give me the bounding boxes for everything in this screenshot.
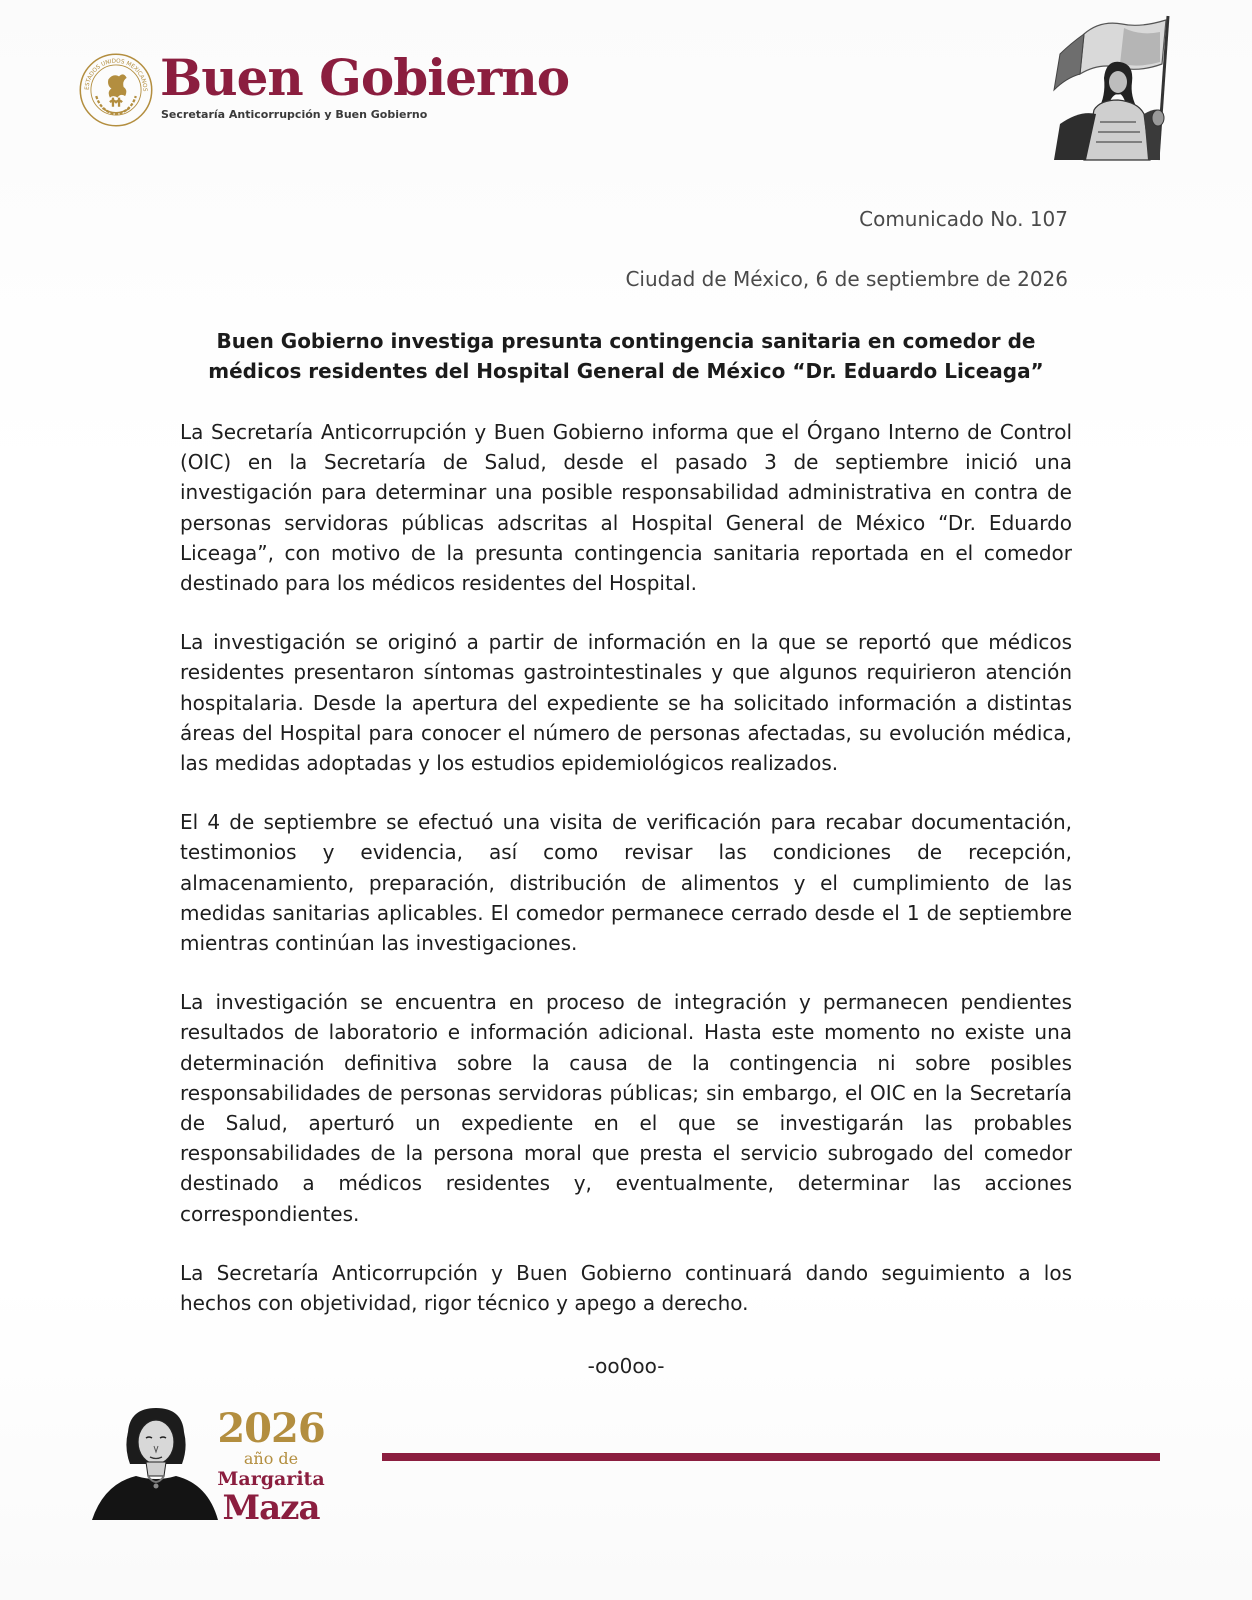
paragraph: La investigación se originó a partir de información en la que se reportó que médicos residentes presentaron síntomas gastrointestinales y que algunos requirieron atención hospitalaria. Desde la apertura del expediente se ha solicitado información a distintas áreas del Hospital para conocer el número de personas afectadas, su evolución médica, las medidas adoptadas y los estudios epidemiológicos realizados. bbox=[180, 630, 1072, 776]
brand-title: Buen Gobierno bbox=[160, 48, 570, 107]
margarita-maza-portrait-icon bbox=[90, 1402, 220, 1520]
paragraph: La Secretaría Anticorrupción y Buen Gobierno continuará dando seguimiento a los hechos con objetividad, rigor técnico y apego a derecho. bbox=[180, 1260, 1072, 1316]
year-number: 2026 bbox=[217, 1405, 325, 1452]
brand-subtitle: Secretaría Anticorrupción y Buen Gobierno bbox=[161, 108, 428, 121]
document-body bbox=[180, 417, 1072, 1347]
paragraph: La Secretaría Anticorrupción y Buen Gobierno informa que el Órgano Interno de Control (OIC) en la Secretaría de Salud, desde el pasado 3 de septiembre inició una investigación para determinar una posible responsabilidad administrativa en contra de personas servidoras públicas adscritas al Hospital General de México “Dr. Eduardo Liceaga”, con motivo de la presunta contingencia sanitaria reportada en el comedor destinado para los médicos residentes del Hospital. bbox=[180, 420, 1072, 596]
year-badge bbox=[216, 1405, 326, 1528]
place-date: Ciudad de México, 6 de septiembre de 2026 bbox=[625, 267, 1068, 291]
year-line-1: año de bbox=[243, 1449, 299, 1468]
seal-text: ESTADOS UNIDOS MEXICANOS bbox=[84, 58, 148, 92]
mexican-coat-of-arms-seal-icon bbox=[78, 52, 154, 128]
closing-separator: -oo0oo- bbox=[587, 1354, 665, 1378]
paragraph: La investigación se encuentra en proceso de integración y permanecen pendientes resultados de laboratorio e información adicional. Hasta este momento no existe una determinación definitiva sobre la causa de la contingencia ni sobre posibles responsabilidades de personas servidoras públicas; sin embargo, el OIC en la Secretaría de Salud, aperturó un expediente en el que se investigarán las probables responsabilidades de la persona moral que presta el servicio subrogado del comedor destinado a médicos residentes y, eventualmente, determinar las acciones correspondientes. bbox=[180, 990, 1072, 1226]
document-title: Buen Gobierno investiga presunta contingencia sanitaria en comedor de médicos residentes del Hospital General de México “Dr. Eduardo Liceaga” bbox=[208, 329, 1044, 383]
year-line-3: Maza bbox=[222, 1488, 320, 1528]
year-line-2: Margarita bbox=[217, 1468, 325, 1490]
woman-with-flag-icon bbox=[1040, 14, 1180, 162]
paragraph: El 4 de septiembre se efectuó una visita de verificación para recabar documentación, testimonios y evidencia, así como revisar las condiciones de recepción, almacenamiento, preparación, distribución de alimentos y el cumplimiento de las medidas sanitarias aplicables. El comedor permanece cerrado desde el 1 de septiembre mientras continúan las investigaciones. bbox=[180, 810, 1072, 956]
communique-number: Comunicado No. 107 bbox=[859, 207, 1068, 231]
footer-divider bbox=[382, 1453, 1160, 1461]
